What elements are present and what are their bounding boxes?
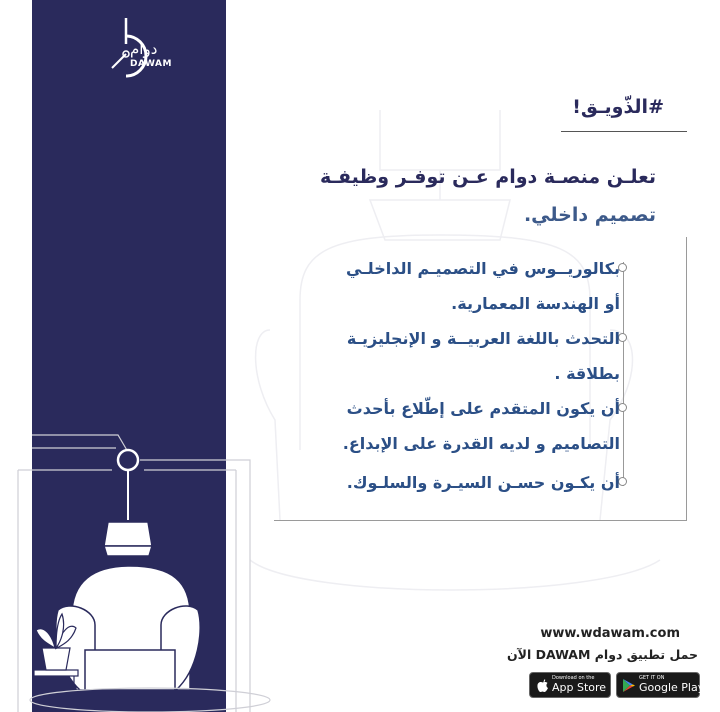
timeline-line [623, 262, 624, 486]
requirement-line: التحدث باللغة العربيــة و الإنجليزيـة [346, 329, 620, 348]
requirement-item [260, 321, 620, 391]
app-store-button[interactable] [529, 672, 611, 698]
hashtag-title: #الذّويـق! [572, 96, 664, 118]
requirement-line: أو الهندسة المعمارية. [451, 294, 620, 313]
requirement-line: التصاميم و لديه القدرة على الإبداع. [342, 434, 620, 453]
requirement-item [260, 391, 620, 461]
pendant-ring-icon [118, 450, 138, 470]
website-link[interactable]: www.wdawam.com [540, 626, 680, 641]
heading-line-1: تعلـن منصـة دوام عـن توفـر وظيفـة [319, 166, 656, 188]
rug-outline [30, 688, 270, 712]
brand-name-english: DAWAM [130, 59, 172, 69]
apple-icon [536, 678, 549, 693]
app-store-label: App Store [552, 681, 607, 694]
requirement-item [260, 251, 620, 321]
requirement-line: أن يكون المتقدم على إطّلاع بأحدث [346, 399, 620, 418]
google-play-button[interactable] [616, 672, 705, 698]
google-play-small-label: GET IT ON [639, 675, 665, 681]
requirement-line: بكالوريــوس في التصميـم الداخلـي [346, 259, 620, 278]
download-prompt: حمل تطبيق دوام DAWAM الآن [506, 647, 698, 662]
job-announcement-heading [276, 158, 656, 234]
hashtag-underline [561, 131, 687, 132]
app-store-small-label: Download on the [552, 675, 595, 681]
google-play-label: Google Play [639, 681, 705, 694]
heading-line-2: تصميم داخلي. [523, 204, 656, 226]
requirement-line: بطلاقة . [554, 364, 620, 383]
requirement-line: أن يكـون حسـن السيـرة والسلـوك. [346, 473, 620, 492]
armchair-icon [56, 566, 200, 705]
brand-name-arabic: دوام [130, 40, 158, 58]
pendant-lamp-icon [104, 522, 152, 556]
requirement-item [260, 465, 620, 500]
google-play-icon [622, 678, 636, 693]
